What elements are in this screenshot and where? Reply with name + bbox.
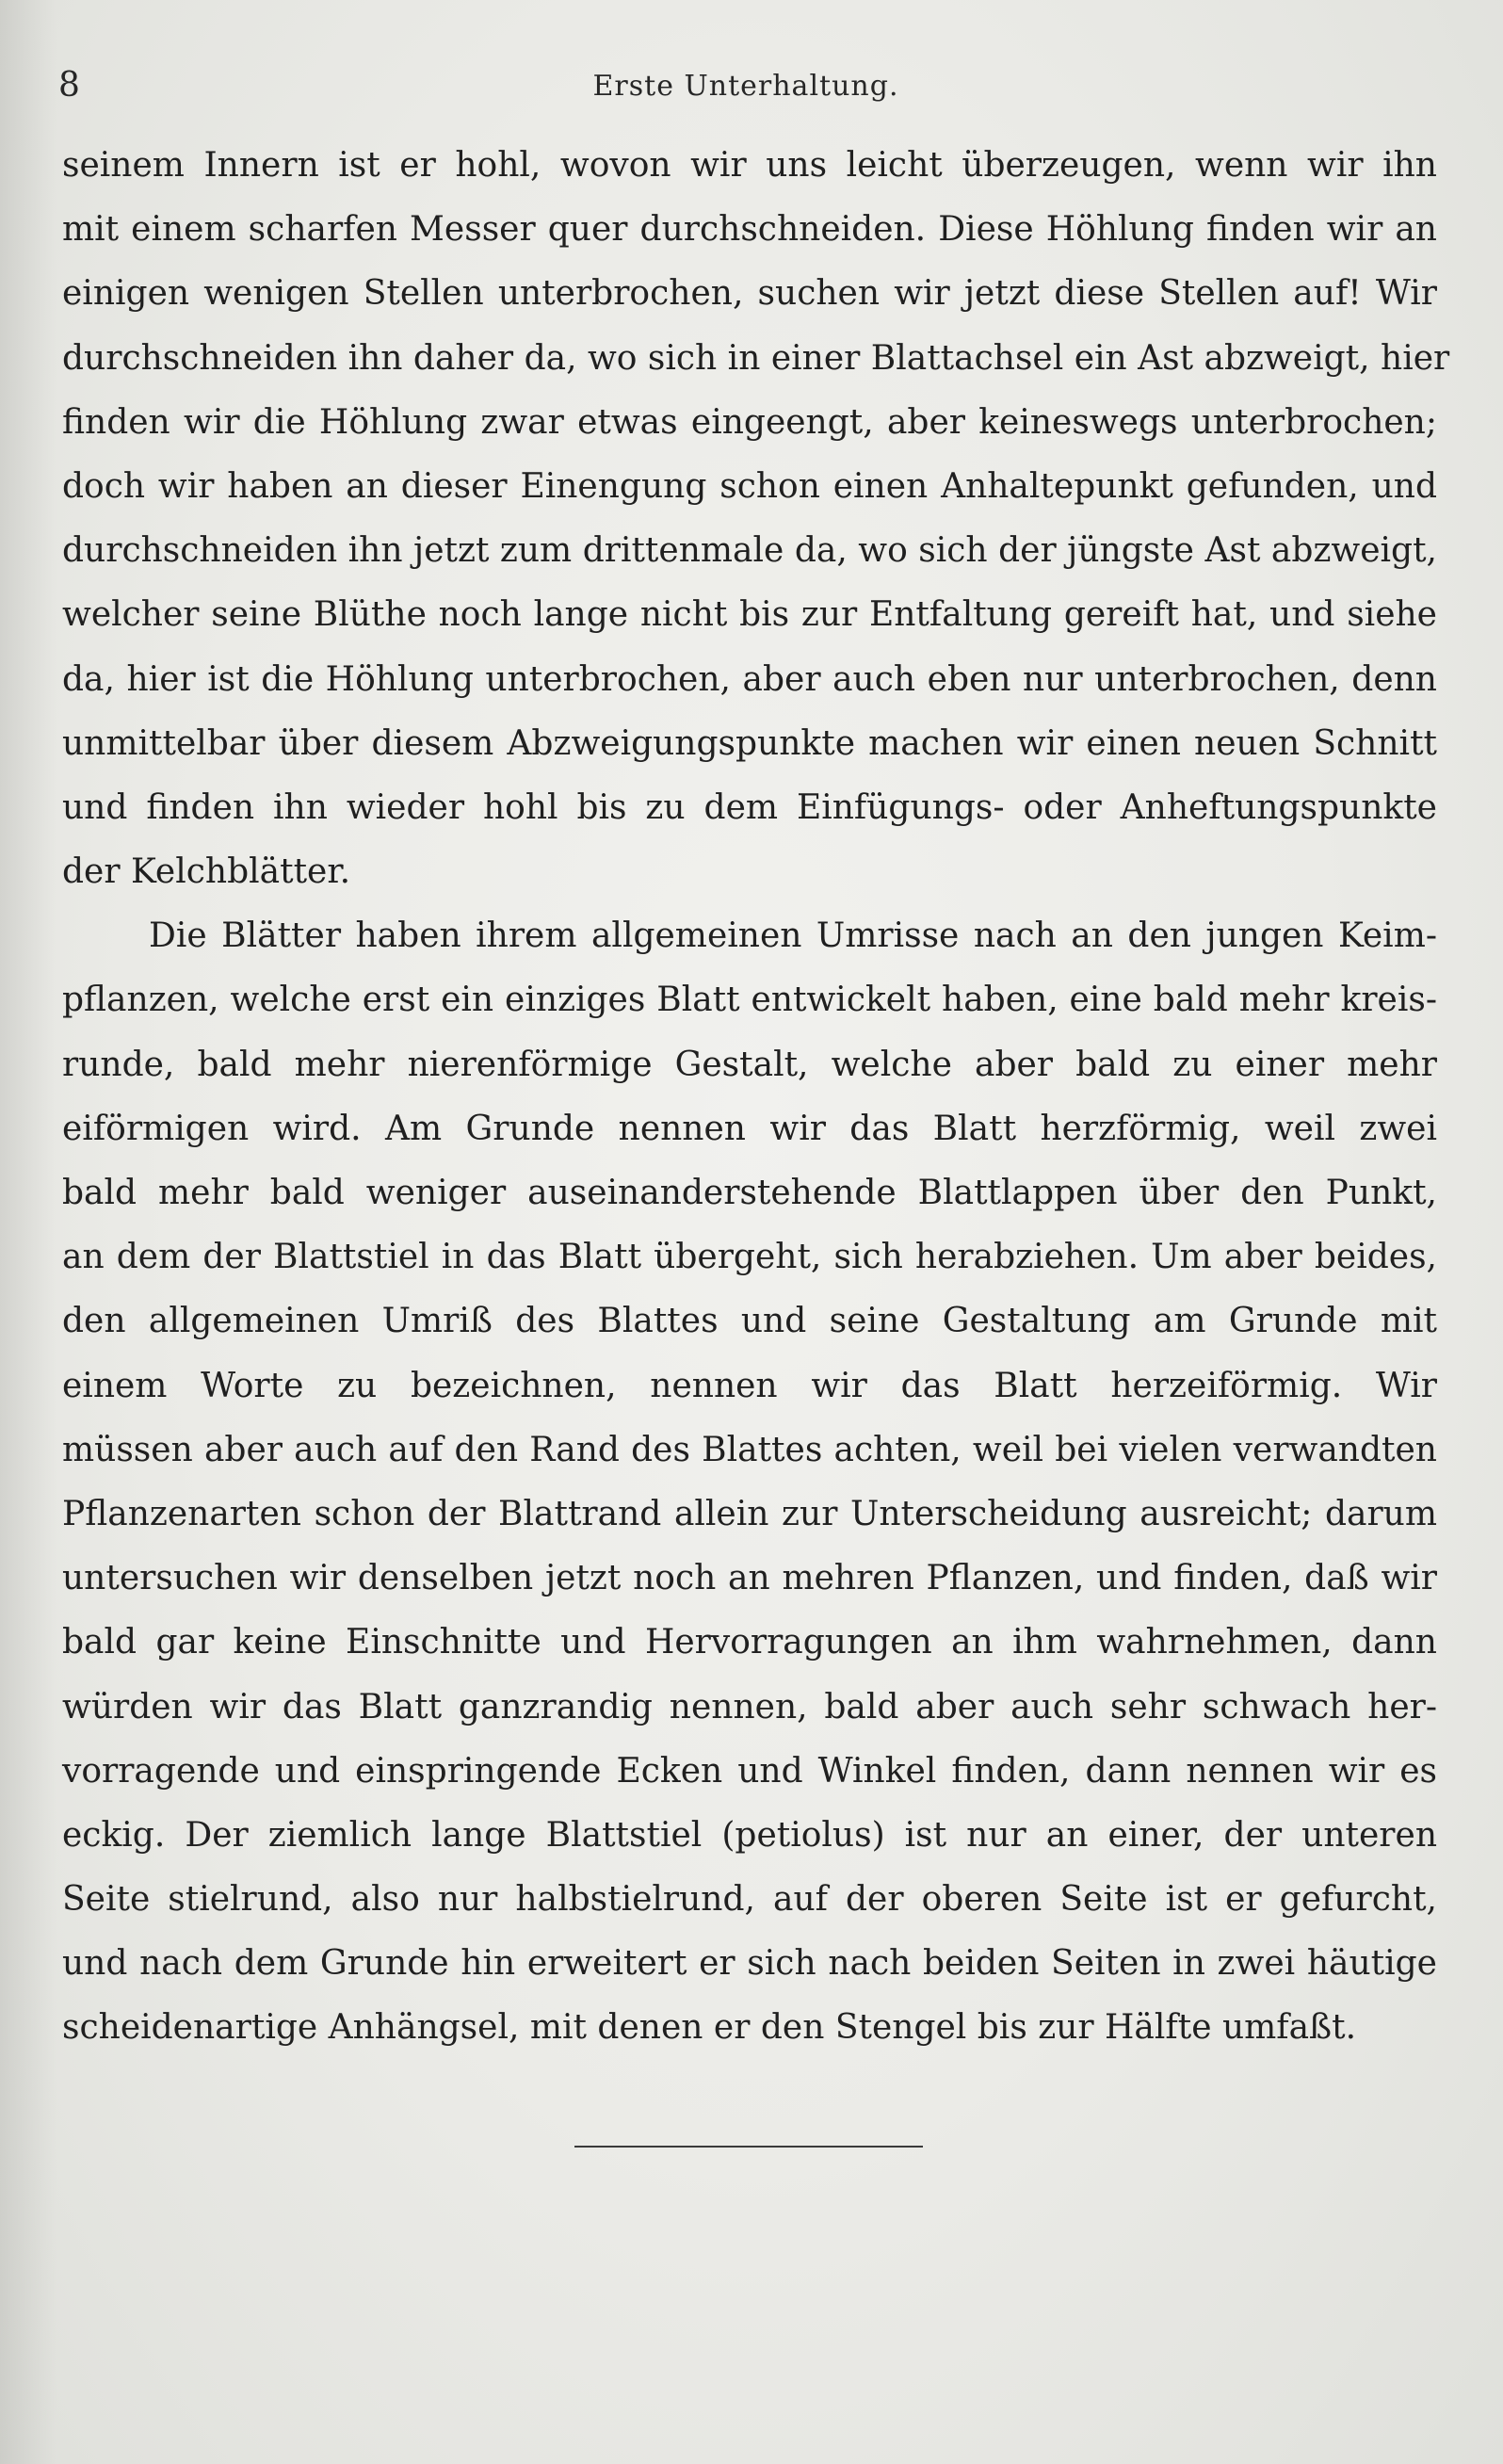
gutter-shadow: [0, 0, 57, 2464]
text-line: durchschneiden ihn daher da, wo sich in einer Blattachsel ein Ast abzweigt, hier: [62, 338, 1450, 378]
text-line: Pflanzenarten schon der Blattrand allein zur Unterscheidung ausreicht; darum: [62, 1494, 1437, 1533]
body-text: [62, 134, 1450, 2061]
text-line: bald mehr bald weniger auseinanderstehende Blattlappen über den Punkt,: [62, 1174, 1437, 1212]
running-head: Erste Unterhaltung.: [592, 70, 899, 103]
text-line: einem Worte zu bezeichnen, nennen wir das Blatt herzeiförmig. Wir: [62, 1366, 1437, 1405]
text-line: pflanzen, welche erst ein einziges Blatt entwickelt haben, eine bald mehr kreis-: [62, 981, 1437, 1020]
text-line: finden wir die Höhlung zwar etwas eingeengt, aber keineswegs unterbrochen;: [62, 402, 1437, 442]
page-header: [58, 66, 1433, 113]
text-line: welcher seine Blüthe noch lange nicht bis zur Entfaltung gereift hat, und siehe: [62, 595, 1437, 635]
text-line: würden wir das Blatt ganzrandig nennen, bald aber auch sehr schwach her-: [62, 1687, 1437, 1726]
text-line: da, hier ist die Höhlung unterbrochen, aber auch eben nur unterbrochen, denn: [62, 659, 1437, 699]
paragraph-end-line: der Kelchblätter.: [62, 852, 351, 892]
text-line: vorragende und einspringende Ecken und Winkel finden, dann nennen wir es: [62, 1751, 1437, 1791]
text-line: durchschneiden ihn jetzt zum drittenmale da, wo sich der jüngste Ast abzweigt,: [62, 531, 1437, 571]
text-line: runde, bald mehr nierenförmige Gestalt, welche aber bald zu einer mehr: [62, 1045, 1437, 1084]
text-line: einigen wenigen Stellen unterbrochen, suchen wir jetzt diese Stellen auf! Wir: [62, 274, 1437, 314]
text-line: und finden ihn wieder hohl bis zu dem Einfügungs- oder Anheftungspunkte: [62, 787, 1437, 827]
text-line: und nach dem Grunde hin erweitert er sich nach beiden Seiten in zwei häutige: [62, 1944, 1437, 1984]
text-line: Seite stielrund, also nur halbstielrund, auf der oberen Seite ist er gefurcht,: [62, 1880, 1437, 1920]
text-line: den allgemeinen Umriß des Blattes und seine Gestaltung am Grunde mit: [62, 1302, 1437, 1341]
paragraph-start-line: Die Blätter haben ihrem allgemeinen Umrisse nach an den jungen Keim-: [149, 916, 1437, 956]
paragraph-end-line: scheidenartige Anhängsel, mit denen er den Stengel bis zur Hälfte umfaßt.: [62, 2008, 1357, 2048]
text-line: seinem Innern ist er hohl, wovon wir uns leicht überzeugen, wenn wir ihn: [62, 146, 1437, 185]
text-line: müssen aber auch auf den Rand des Blattes achten, weil bei vielen verwandten: [62, 1430, 1437, 1469]
text-line: bald gar keine Einschnitte und Hervorragungen an ihm wahrnehmen, dann: [62, 1623, 1437, 1662]
text-line: doch wir haben an dieser Einengung schon einen Anhaltepunkt gefunden, und: [62, 466, 1437, 506]
text-line: untersuchen wir denselben jetzt noch an mehren Pflanzen, und finden, daß wir: [62, 1559, 1437, 1598]
page-number: 8: [58, 66, 80, 105]
text-line: eiförmigen wird. Am Grunde nennen wir das Blatt herzförmig, weil zwei: [62, 1109, 1437, 1148]
footer-rule: [574, 2146, 923, 2148]
text-line: an dem der Blattstiel in das Blatt übergeht, sich herabziehen. Um aber beides,: [62, 1238, 1437, 1277]
text-line: eckig. Der ziemlich lange Blattstiel (petiolus) ist nur an einer, der unteren: [62, 1815, 1437, 1855]
text-line: mit einem scharfen Messer quer durchschneiden. Diese Höhlung finden wir an: [62, 210, 1437, 250]
text-line: unmittelbar über diesem Abzweigungspunkte machen wir einen neuen Schnitt: [62, 723, 1437, 763]
